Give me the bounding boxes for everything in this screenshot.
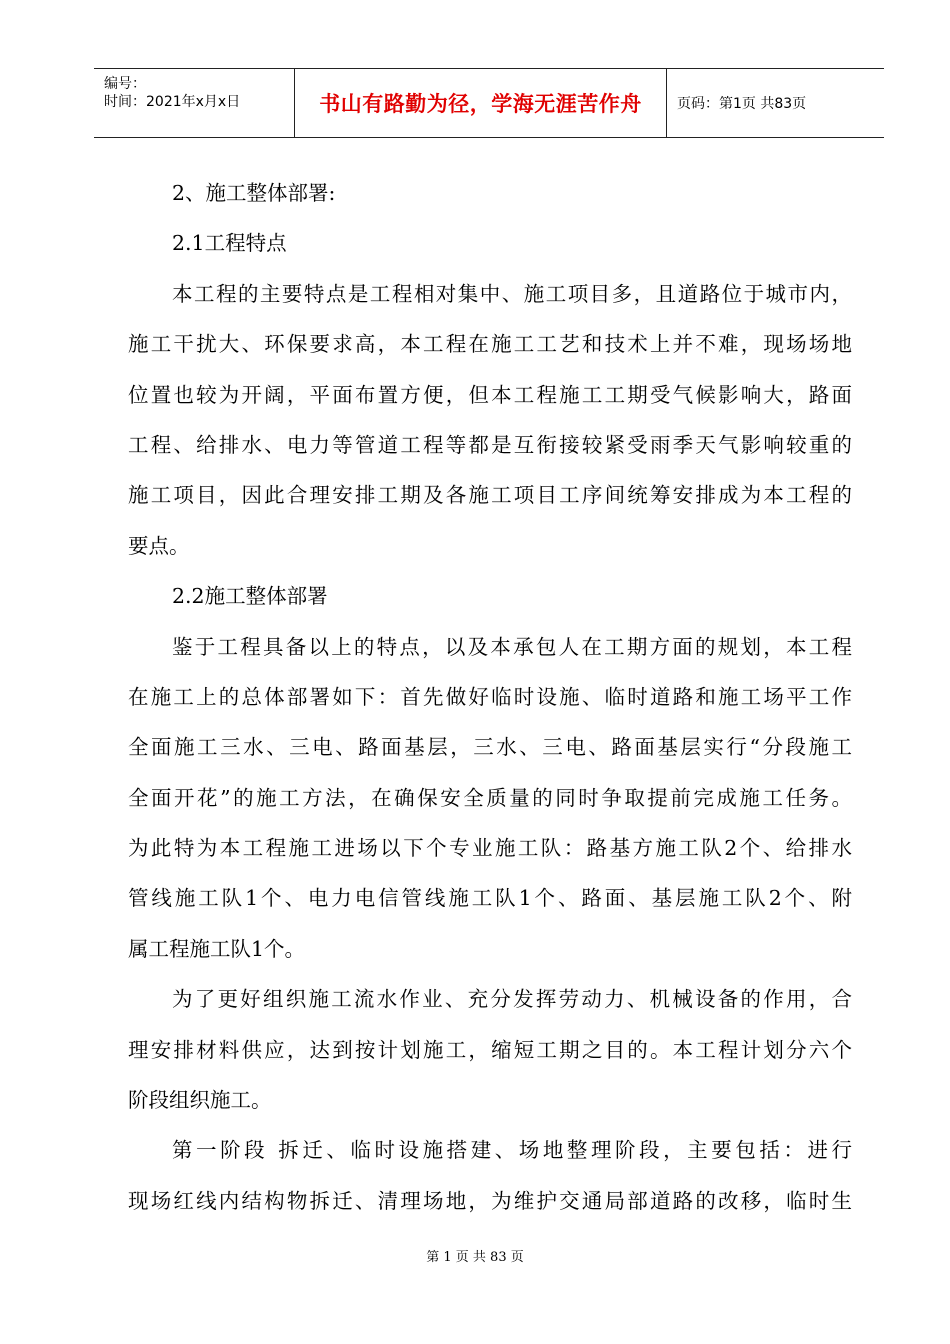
subsection-heading: 2.1工程特点 — [172, 231, 287, 256]
section-heading: 2、施工整体部署: — [172, 181, 336, 205]
header-page-info: 页码：第1页 共83页 — [677, 96, 807, 112]
page-footer: 第 1 页 共 83 页 — [426, 1250, 524, 1265]
paragraph-line: 管线施工队1个、电力电信管线施工队1个、路面、基层施工队2个、附 — [128, 886, 852, 911]
paragraph-line: 全面开花”的施工方法，在确保安全质量的同时争取提前完成施工任务。 — [128, 785, 852, 810]
paragraph-line: 在施工上的总体部署如下：首先做好临时设施、临时道路和施工场平工作 — [128, 684, 852, 709]
paragraph-line: 为了更好组织施工流水作业、充分发挥劳动力、机械设备的作用，合 — [172, 987, 852, 1012]
paragraph-line: 属工程施工队1个。 — [128, 936, 306, 961]
paragraph-line: 为此特为本工程施工进场以下个专业施工队：路基方施工队2个、给排水 — [128, 836, 852, 861]
paragraph-line: 施工干扰大、环保要求高，本工程在施工工艺和技术上并不难，现场场地 — [128, 332, 852, 357]
paragraph-line: 工程、给排水、电力等管道工程等都是互衔接较紧受雨季天气影响较重的 — [128, 432, 852, 457]
paragraph-line: 要点。 — [128, 533, 190, 558]
serial-number-label: 编号： — [104, 76, 146, 92]
paragraph-line: 阶段组织施工。 — [128, 1088, 272, 1113]
paragraph-line: 位置也较为开阔，平面布置方便，但本工程施工工期受气候影响大，路面 — [128, 382, 852, 407]
paragraph-line: 现场红线内结构物拆迁、清理场地，为维护交通局部道路的改移，临时生 — [128, 1188, 852, 1213]
paragraph-line: 本工程的主要特点是工程相对集中、施工项目多，且道路位于城市内， — [172, 281, 852, 306]
subsection-heading: 2.2施工整体部署 — [172, 584, 328, 609]
document-body — [128, 168, 852, 1226]
header-motto-cell — [295, 69, 667, 137]
paragraph-line: 第一阶段 拆迁、临时设施搭建、场地整理阶段，主要包括：进行 — [172, 1138, 852, 1163]
paragraph-line: 理安排材料供应，达到按计划施工，缩短工期之目的。本工程计划分六个 — [128, 1037, 852, 1062]
document-header — [94, 68, 884, 138]
paragraph-line: 鉴于工程具备以上的特点，以及本承包人在工期方面的规划，本工程 — [172, 634, 852, 659]
paragraph-line: 施工项目，因此合理安排工期及各施工项目工序间统筹安排成为本工程的 — [128, 483, 852, 508]
time-label: 时间：2021年x月x日 — [104, 94, 241, 110]
paragraph-line: 全面施工三水、三电、路面基层，三水、三电、路面基层实行“分段施工 — [128, 735, 852, 760]
header-meta-cell — [94, 69, 295, 137]
motto-text: 书山有路勤为径，学海无涯苦作舟 — [319, 92, 642, 116]
